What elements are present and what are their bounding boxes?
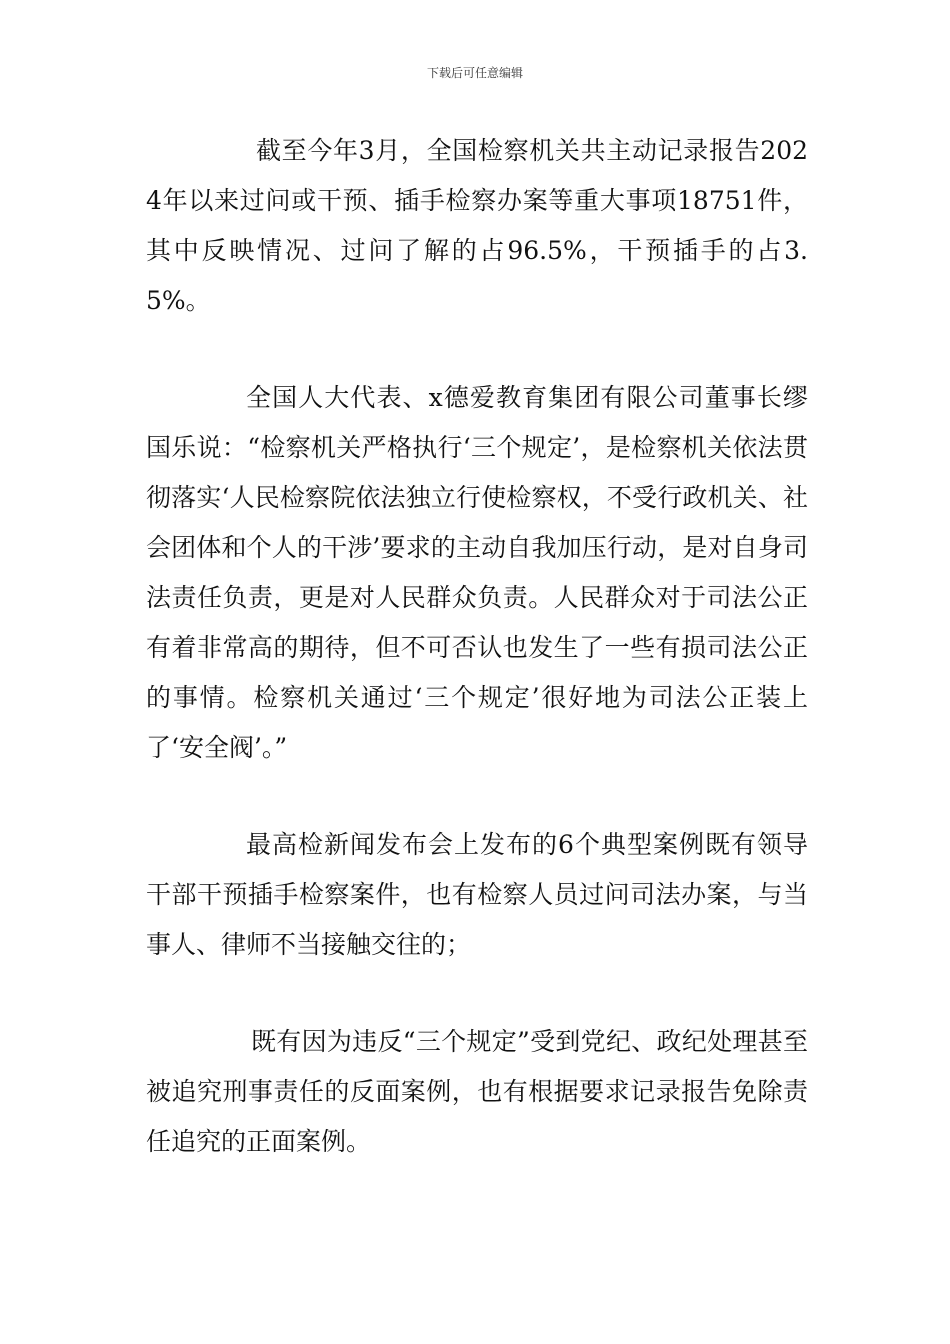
paragraph-typical-cases: 最高检新闻发布会上发布的6个典型案例既有领导干部干预插手检察案件，也有检察人员过问司法办案，与当事人、律师不当接触交往的； xyxy=(146,830,808,959)
page-header-note: 下载后可任意编辑 xyxy=(426,66,523,80)
document-body xyxy=(146,126,808,1167)
paragraph-case-types: 既有因为违反“三个规定”受到党纪、政纪处理甚至被追究刑事责任的反面案例，也有根据要求记录报告免除责任追究的正面案例。 xyxy=(146,1027,808,1156)
paragraph-statistics: 截至今年3月，全国检察机关共主动记录报告2024年以来过问或干预、插手检察办案等重大事项18751件，其中反映情况、过问了解的占96.5%，干预插手的占3.5%。 xyxy=(146,136,808,315)
paragraph-deputy-quote: 全国人大代表、x德爱教育集团有限公司董事长缪国乐说：“检察机关严格执行‘三个规定’，是检察机关依法贯彻落实‘人民检察院依法独立行使检察权，不受行政机关、社会团体和个人的干涉’要求的主动自我加压行动，是对自身司法责任负责，更是对人民群众负责。人民群众对于司法公正有着非常高的期待，但不可否认也发生了一些有损司法公正的事情。检察机关通过‘三个规定’很好地为司法公正装上了‘安全阀’。” xyxy=(146,383,808,762)
